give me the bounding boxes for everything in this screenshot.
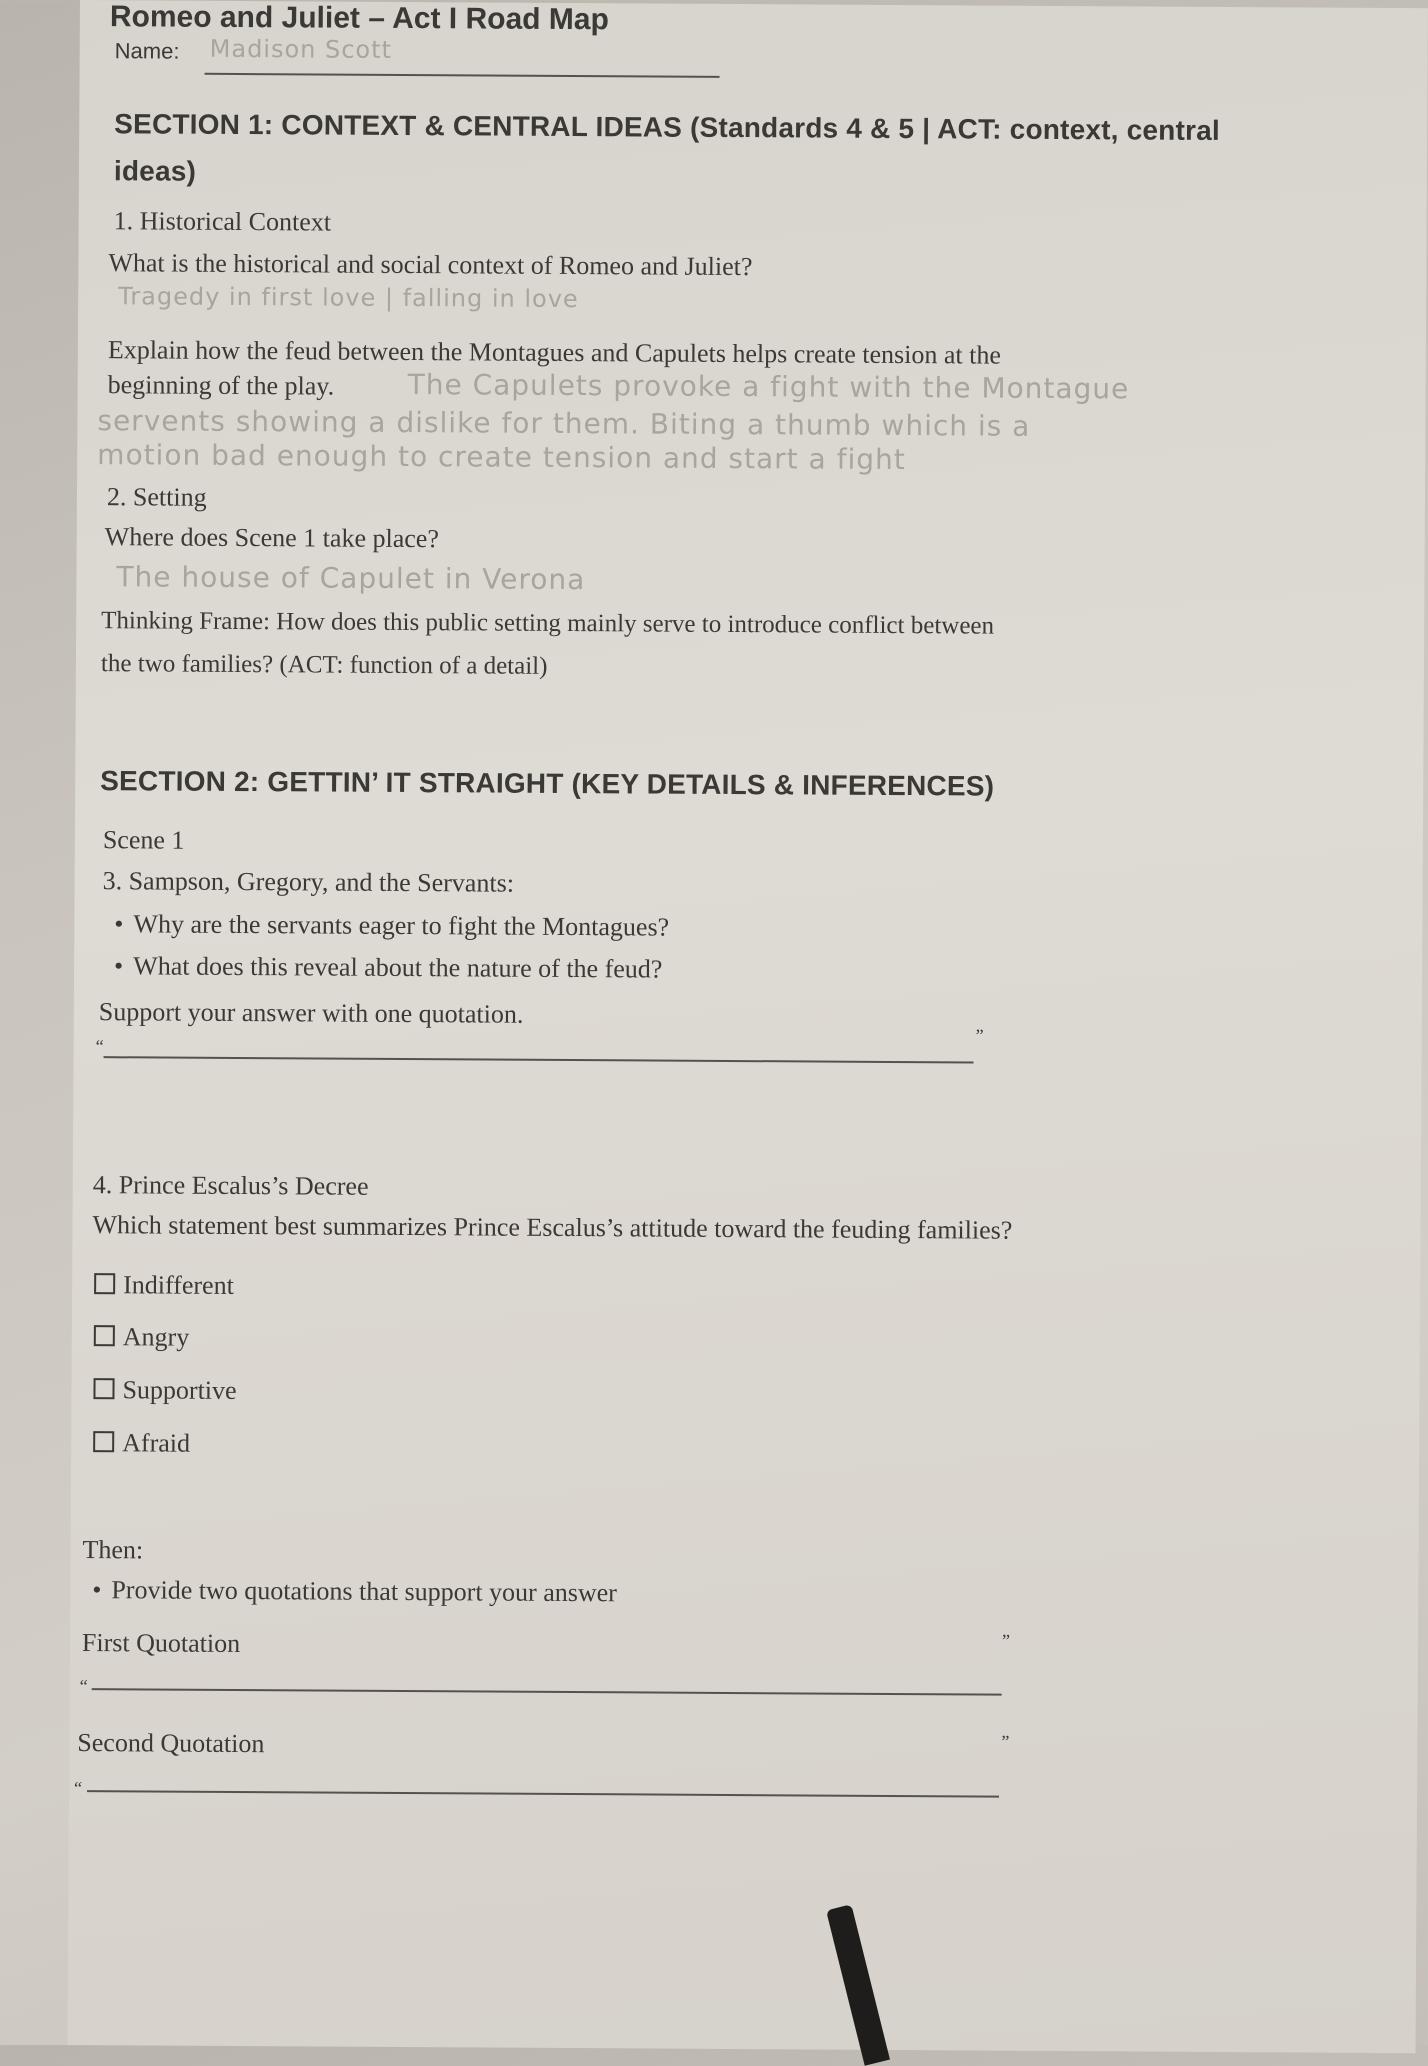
worksheet-title: Romeo and Juliet – Act I Road Map xyxy=(109,0,609,37)
option-supportive-label: Supportive xyxy=(122,1375,237,1405)
q1b-prompt: Explain how the feud between the Montagues and Capulets helps create tension at the xyxy=(107,335,1002,370)
q2-title: 2. Setting xyxy=(106,482,207,512)
checkbox-indifferent[interactable] xyxy=(94,1273,115,1294)
first-close-quote: ” xyxy=(1001,1630,1011,1651)
q1-title: 1. Historical Context xyxy=(113,206,332,237)
q1b-prompt-cont: beginning of the play. xyxy=(107,370,335,401)
first-quotation-line[interactable] xyxy=(92,1688,1002,1696)
option-afraid[interactable] xyxy=(93,1428,190,1459)
checkbox-angry[interactable] xyxy=(94,1325,115,1346)
then-label: Then: xyxy=(82,1535,144,1565)
checkbox-supportive[interactable] xyxy=(93,1378,114,1399)
option-angry-label: Angry xyxy=(122,1322,190,1352)
q3-answer-line[interactable] xyxy=(104,1056,974,1063)
q1b-answer-1: The Capulets provoke a fight with the Montague xyxy=(407,368,1130,406)
option-supportive[interactable] xyxy=(93,1375,236,1406)
q2-prompt: Where does Scene 1 take place? xyxy=(104,522,440,554)
first-quotation-label: First Quotation xyxy=(81,1628,241,1659)
thinking-frame: Thinking Frame: How does this public setting mainly serve to introduce conflict between xyxy=(101,607,995,640)
section2-heading: SECTION 2: GETTIN’ IT STRAIGHT (KEY DETAILS & INFERENCES) xyxy=(100,765,995,802)
first-open-quote: “ xyxy=(79,1676,88,1697)
scene-label: Scene 1 xyxy=(102,825,185,855)
name-value: Madison Scott xyxy=(209,34,393,64)
second-quotation-label: Second Quotation xyxy=(77,1728,265,1759)
q3-bullet-2: • What does this reveal about the nature of the feud? xyxy=(114,951,662,984)
q3-bullet-1: • Why are the servants eager to fight the Montagues? xyxy=(114,909,669,942)
q1-prompt: What is the historical and social context of Romeo and Juliet? xyxy=(108,248,753,282)
option-indifferent-label: Indifferent xyxy=(123,1270,234,1300)
q2-answer: The house of Capulet in Verona xyxy=(116,560,586,597)
q3-open-quote: “ xyxy=(95,1036,104,1057)
q1b-answer-2: servents showing a dislike for them. Biting a thumb which is a xyxy=(97,404,1031,443)
q1-answer: Tragedy in first love | falling in love xyxy=(118,282,579,314)
section1-heading: SECTION 1: CONTEXT & CENTRAL IDEAS (Standards 4 & 5 | ACT: context, central xyxy=(114,108,1220,146)
q1b-answer-3: motion bad enough to create tension and start a fight xyxy=(97,438,906,477)
second-close-quote: ” xyxy=(1001,1731,1010,1752)
second-open-quote: “ xyxy=(74,1777,83,1799)
name-underline xyxy=(205,73,720,78)
option-afraid-label: Afraid xyxy=(122,1428,191,1458)
q3-support: Support your answer with one quotation. xyxy=(98,997,524,1029)
worksheet-page xyxy=(68,0,1428,2053)
q4-title: 4. Prince Escalus’s Decree xyxy=(92,1170,369,1201)
option-angry[interactable] xyxy=(94,1322,190,1353)
q3-close-quote: ” xyxy=(975,1025,984,1046)
section1-heading-cont: ideas) xyxy=(113,155,197,187)
q4-prompt: Which statement best summarizes Prince Escalus’s attitude toward the feuding families? xyxy=(92,1210,1013,1245)
name-label: Name: xyxy=(114,38,180,64)
option-indifferent[interactable] xyxy=(94,1270,234,1301)
second-quotation-line[interactable] xyxy=(87,1790,999,1798)
thinking-frame-cont: the two families? (ACT: function of a detail) xyxy=(100,650,548,680)
q3-title: 3. Sampson, Gregory, and the Servants: xyxy=(102,866,515,898)
then-bullet: • Provide two quotations that support your answer xyxy=(92,1575,617,1608)
checkbox-afraid[interactable] xyxy=(93,1431,114,1452)
